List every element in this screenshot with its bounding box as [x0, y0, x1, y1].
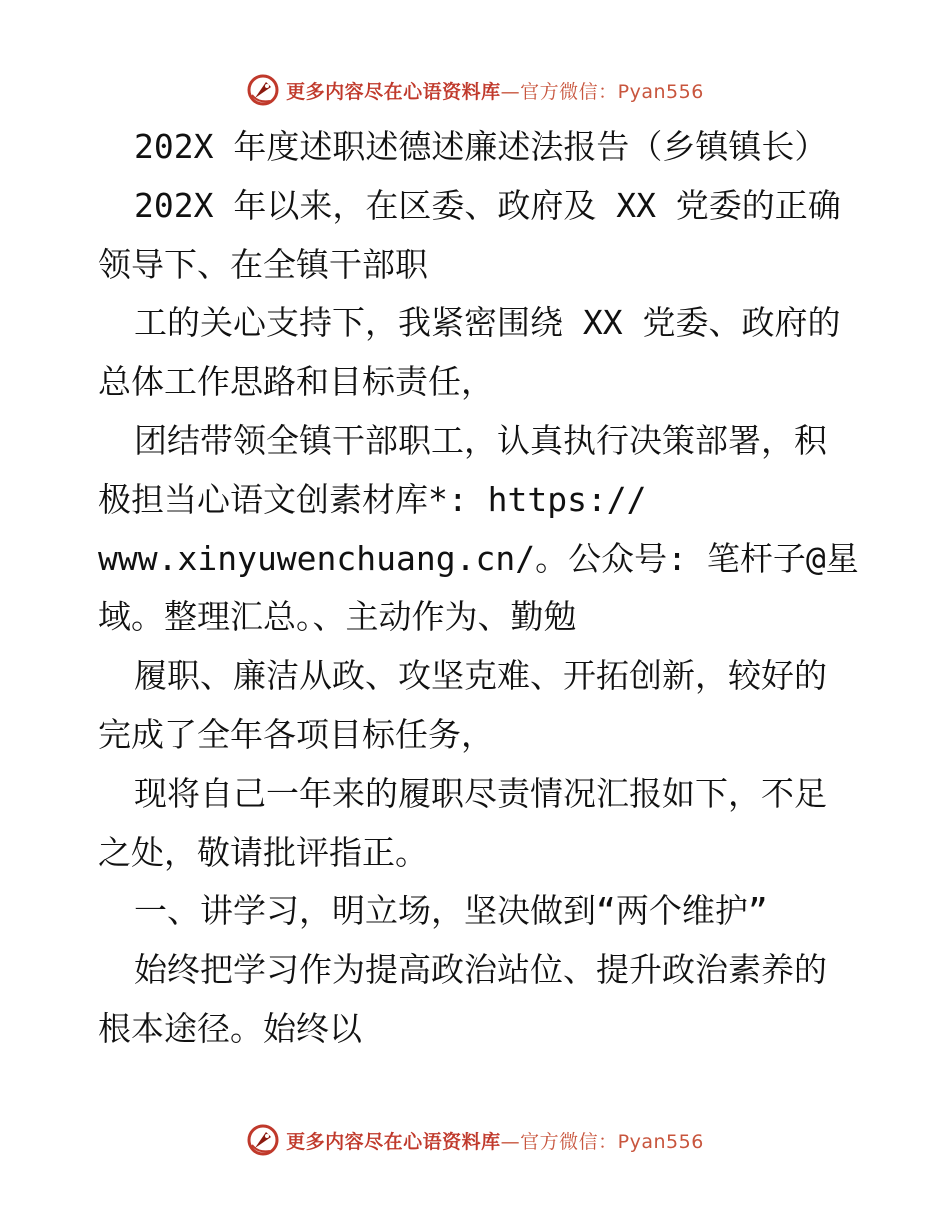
header-separator: — — [500, 80, 521, 103]
footer-brand-text: 更多内容尽在心语资料库 — [286, 1130, 501, 1153]
paragraph-line: 之处，敬请批评指正。 — [98, 832, 428, 872]
paragraph-line: 202X 年以来，在区委、政府及 XX 党委的正确 — [134, 185, 841, 225]
paragraph-line: 根本途径。始终以 — [98, 1008, 362, 1048]
document-title: 202X 年度述职述德述廉述法报告（乡镇镇长） — [134, 127, 828, 166]
footer-banner — [0, 1120, 950, 1160]
header-banner — [0, 70, 950, 110]
section-heading: 一、讲学习，明立场，坚决做到“两个维护” — [134, 891, 768, 931]
paragraph-line: 工的关心支持下，我紧密围绕 XX 党委、政府的 — [134, 303, 841, 343]
paragraph-line: 极担当心语文创素材库*: https:// — [98, 479, 647, 519]
document-body — [98, 118, 858, 1059]
pen-nib-logo-icon — [246, 1123, 280, 1157]
header-contact-text: 官方微信：Pyan556 — [520, 80, 704, 103]
paragraph-line: 域。整理汇总。、主动作为、勤勉 — [98, 597, 577, 637]
paragraph-line: 始终把学习作为提高政治站位、提升政治素养的 — [134, 950, 827, 990]
header-banner-text — [286, 77, 704, 104]
paragraph-line: www.xinyuwenchuang.cn/。公众号: 笔杆子@星 — [98, 538, 859, 578]
paragraph-line: 领导下、在全镇干部职 — [98, 244, 428, 284]
paragraph-line: 完成了全年各项目标任务， — [98, 714, 494, 754]
footer-contact-text: 官方微信：Pyan556 — [520, 1130, 704, 1153]
footer-banner-text — [286, 1127, 704, 1154]
footer-separator: — — [500, 1130, 521, 1153]
pen-nib-logo-icon — [246, 73, 280, 107]
paragraph-line: 总体工作思路和目标责任， — [98, 362, 494, 402]
paragraph-line: 团结带领全镇干部职工，认真执行决策部署，积 — [134, 420, 827, 460]
paragraph-line: 履职、廉洁从政、攻坚克难、开拓创新，较好的 — [134, 656, 827, 696]
paragraph-line: 现将自己一年来的履职尽责情况汇报如下，不足 — [134, 773, 827, 813]
header-brand-text: 更多内容尽在心语资料库 — [286, 80, 501, 103]
